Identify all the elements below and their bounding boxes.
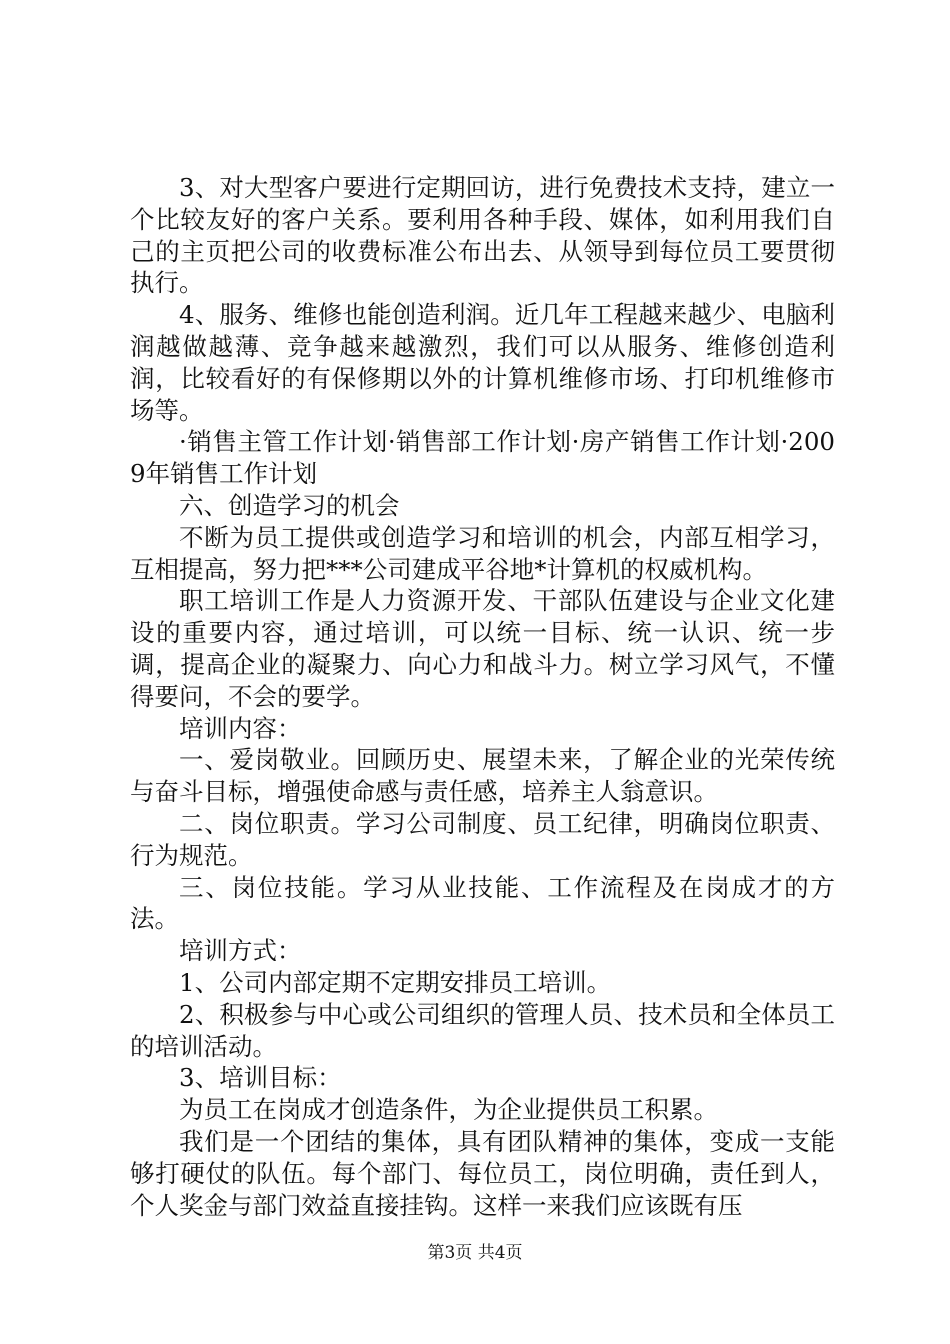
heading-training-goal: 3、培训目标： (179, 1063, 342, 1093)
paragraph-goal: 为员工在岗成才创造条件，为企业提供员工积累。 (179, 1095, 718, 1125)
page-footer: 第3页 共4页 (427, 1243, 523, 1263)
section-heading-learning: 六、创造学习的机会 (179, 490, 400, 520)
paragraph-participate-training: 2、积极参与中心或公司组织的管理人员、技术员和全体员工的培训活动。 (130, 999, 835, 1061)
paragraph-client-visits: 3、对大型客户要进行定期回访，进行免费技术支持，建立一个比较友好的客户关系。要利用各种手段、媒体，如利用我们自己的主页把公司的收费标准公布出去、从领导到每位员工要贯彻执行。 (130, 173, 835, 298)
paragraph-service-profit: 4、服务、维修也能创造利润。近几年工程越来越少、电脑利润越做越薄、竞争越来越激烈，我们可以从服务、维修创造利润，比较看好的有保修期以外的计算机维修市场、打印机维修市场等。 (130, 300, 835, 425)
paragraph-skills: 三、岗位技能。学习从业技能、工作流程及在岗成才的方法。 (130, 872, 835, 934)
heading-training-method: 培训方式： (179, 936, 302, 966)
paragraph-related-links: ·销售主管工作计划·销售部工作计划·房产销售工作计划·2009年销售工作计划 (130, 427, 835, 489)
heading-training-content: 培训内容： (179, 713, 302, 743)
paragraph-learning-opportunity: 不断为员工提供或创造学习和培训的机会，内部互相学习，互相提高，努力把***公司建成平谷地*计算机的权威机构。 (130, 522, 835, 584)
paragraph-duties: 二、岗位职责。学习公司制度、员工纪律，明确岗位职责、行为规范。 (130, 808, 835, 870)
paragraph-internal-training: 1、公司内部定期不定期安排员工培训。 (179, 967, 612, 997)
paragraph-training-importance: 职工培训工作是人力资源开发、干部队伍建设与企业文化建设的重要内容，通过培训，可以统一目标、统一认识、统一步调，提高企业的凝聚力、向心力和战斗力。树立学习风气，不懂得要问，不会的要学。 (130, 586, 835, 711)
document-body (130, 172, 835, 1221)
paragraph-dedication: 一、爱岗敬业。回顾历史、展望未来，了解企业的光荣传统与奋斗目标，增强使命感与责任感，培养主人翁意识。 (130, 745, 835, 807)
paragraph-team: 我们是一个团结的集体，具有团队精神的集体，变成一支能够打硬仗的队伍。每个部门、每位员工，岗位明确，责任到人，个人奖金与部门效益直接挂钩。这样一来我们应该既有压 (130, 1126, 835, 1220)
